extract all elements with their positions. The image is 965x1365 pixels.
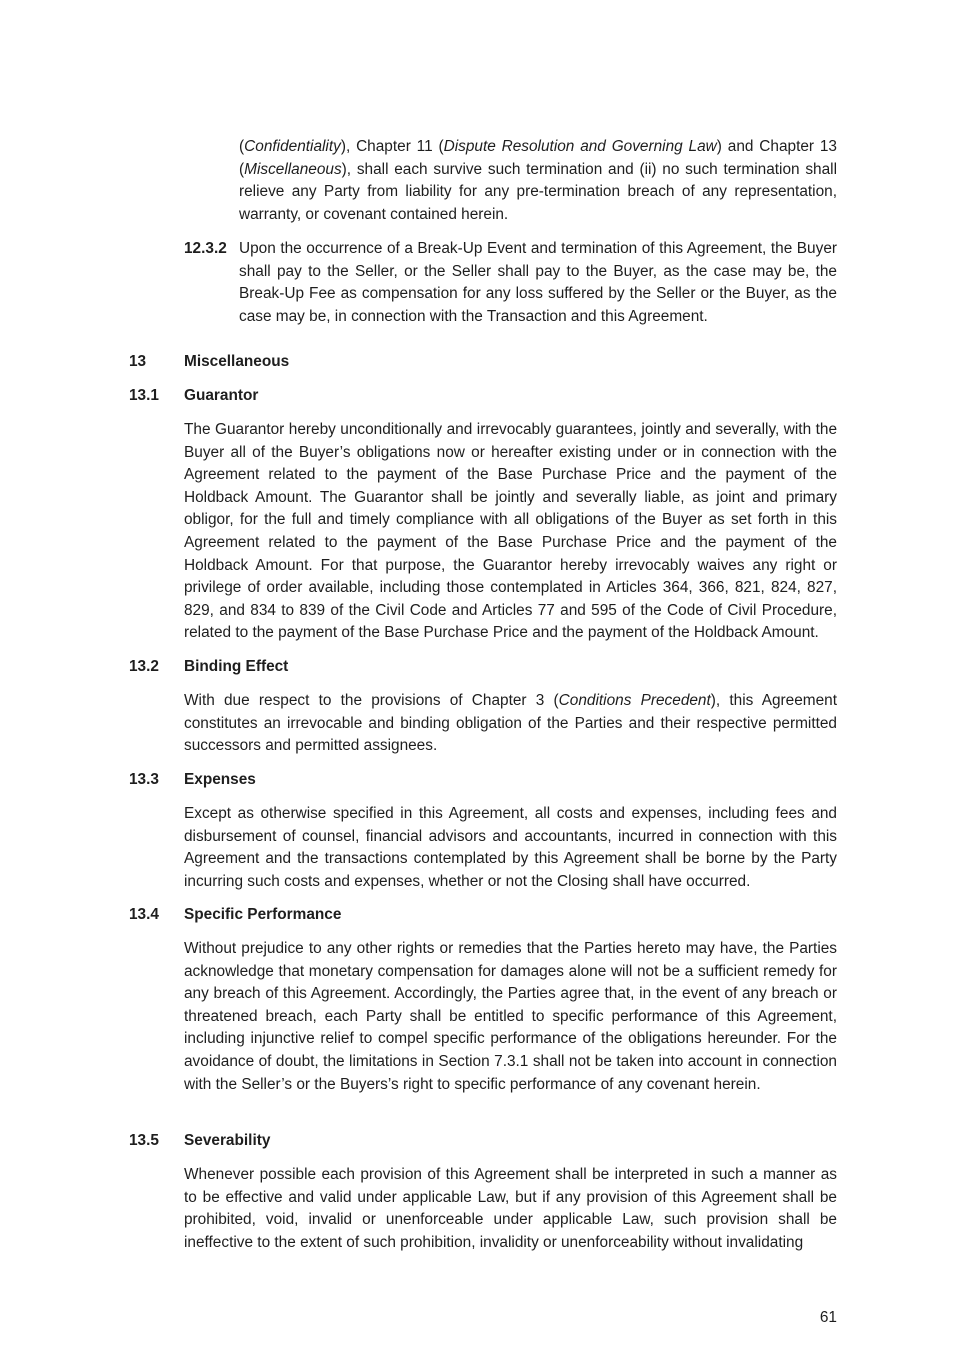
section-13-5-text: Whenever possible each provision of this Agreement shall be interpreted in such a manner as to be effective and valid under applicable Law, but if any provision of this Agreement shall be prohibited, void, invalid or unenforceable under applicable Law, such provision shall be ineffective to the extent of such prohibition, invalidity or unenforceability without invalidating <box>184 1166 837 1251</box>
italic-dispute-resolution: Dispute Resolution and Governing Law <box>443 138 717 155</box>
section-13-3-text: Except as otherwise specified in this Agreement, all costs and expenses, including fees and disbursement of counsel, financial advisors and accountants, incurred in connection with this Agreement and the transactions contemplated by this Agreement shall be borne by the Party incurring such costs and expenses, whether or not the Closing shall have occurred. <box>184 805 837 890</box>
section-13-1-number: 13.1 <box>129 387 159 404</box>
continuation-paragraph: (Confidentiality), Chapter 11 (Dispute Resolution and Governing Law) and Chapter 13 (Miscellaneous), shall each survive such termination and (ii) no such termination shall relieve any Party from liability for any pre-termination breach of any representation, warranty, or covenant contained herein. <box>239 138 837 223</box>
page-number: 61 <box>819 1309 837 1326</box>
section-13-3-title: Expenses <box>184 771 256 788</box>
section-13-1-title: Guarantor <box>184 387 259 404</box>
section-13-5-title: Severability <box>184 1132 271 1149</box>
clause-12-3-2-number: 12.3.2 <box>184 240 227 257</box>
italic-confidentiality: Confidentiality <box>244 138 341 155</box>
section-13-1-text: The Guarantor hereby unconditionally and irrevocably guarantees, jointly and severally, with the Buyer all of the Buyer’s obligations now or hereafter existing under or in connection with the Agreement related to the payment of the Base Purchase Price and the payment of the Holdback Amount. The Guarantor shall be jointly and severally liable, as joint and primary obligor, for the full and timely compliance with all obligations of the Buyer as set forth in this Agreement related to the payment of the Base Purchase Price and the payment of the Holdback Amount. For that purpose, the Guarantor hereby irrevocably waives any right or privilege of order available, including those contemplated in Articles 364, 366, 821, 824, 827, 829, and 834 to 839 of the Civil Code and Articles 77 and 595 of the Code of Civil Procedure, related to the payment of the Base Purchase Price and the payment of the Holdback Amount. <box>184 421 837 642</box>
section-13-3-number: 13.3 <box>129 771 159 788</box>
section-13-2-number: 13.2 <box>129 658 159 675</box>
italic-conditions-precedent: Conditions Precedent <box>558 692 711 709</box>
section-13-4-title: Specific Performance <box>184 906 342 923</box>
chapter-13-number: 13 <box>129 353 147 370</box>
section-13-2-title: Binding Effect <box>184 658 289 675</box>
section-13-2-text: With due respect to the provisions of Chapter 3 (Conditions Precedent), this Agreement constitutes an irrevocable and binding obligation of the Parties and their respective permitted successors and permitted assignees. <box>184 692 837 755</box>
section-13-4-number: 13.4 <box>129 906 159 923</box>
section-13-4-text: Without prejudice to any other rights or remedies that the Parties hereto may have, the Parties acknowledge that monetary compensation for damages alone will not be a sufficient remedy for any breach of this Agreement. Accordingly, the Parties agree that, in the event of any breach or threatened breach, each Party shall be entitled to specific performance of this Agreement, including injunctive relief to compel specific performance of the obligations hereunder. For the avoidance of doubt, the limitations in Section 7.3.1 shall not be taken into account in connection with the Seller’s or the Buyers’s right to specific performance of any covenant herein. <box>184 940 837 1093</box>
chapter-13-title: Miscellaneous <box>184 353 290 370</box>
clause-12-3-2-text: Upon the occurrence of a Break-Up Event and termination of this Agreement, the Buyer shall pay to the Seller, or the Seller shall pay to the Buyer, as the case may be, the Break-Up Fee as compensation for any loss suffered by the Seller or the Buyer, as the case may be, in connection with the Transaction and this Agreement. <box>239 240 837 325</box>
italic-miscellaneous: Miscellaneous <box>244 160 342 178</box>
section-13-5-number: 13.5 <box>129 1132 159 1149</box>
